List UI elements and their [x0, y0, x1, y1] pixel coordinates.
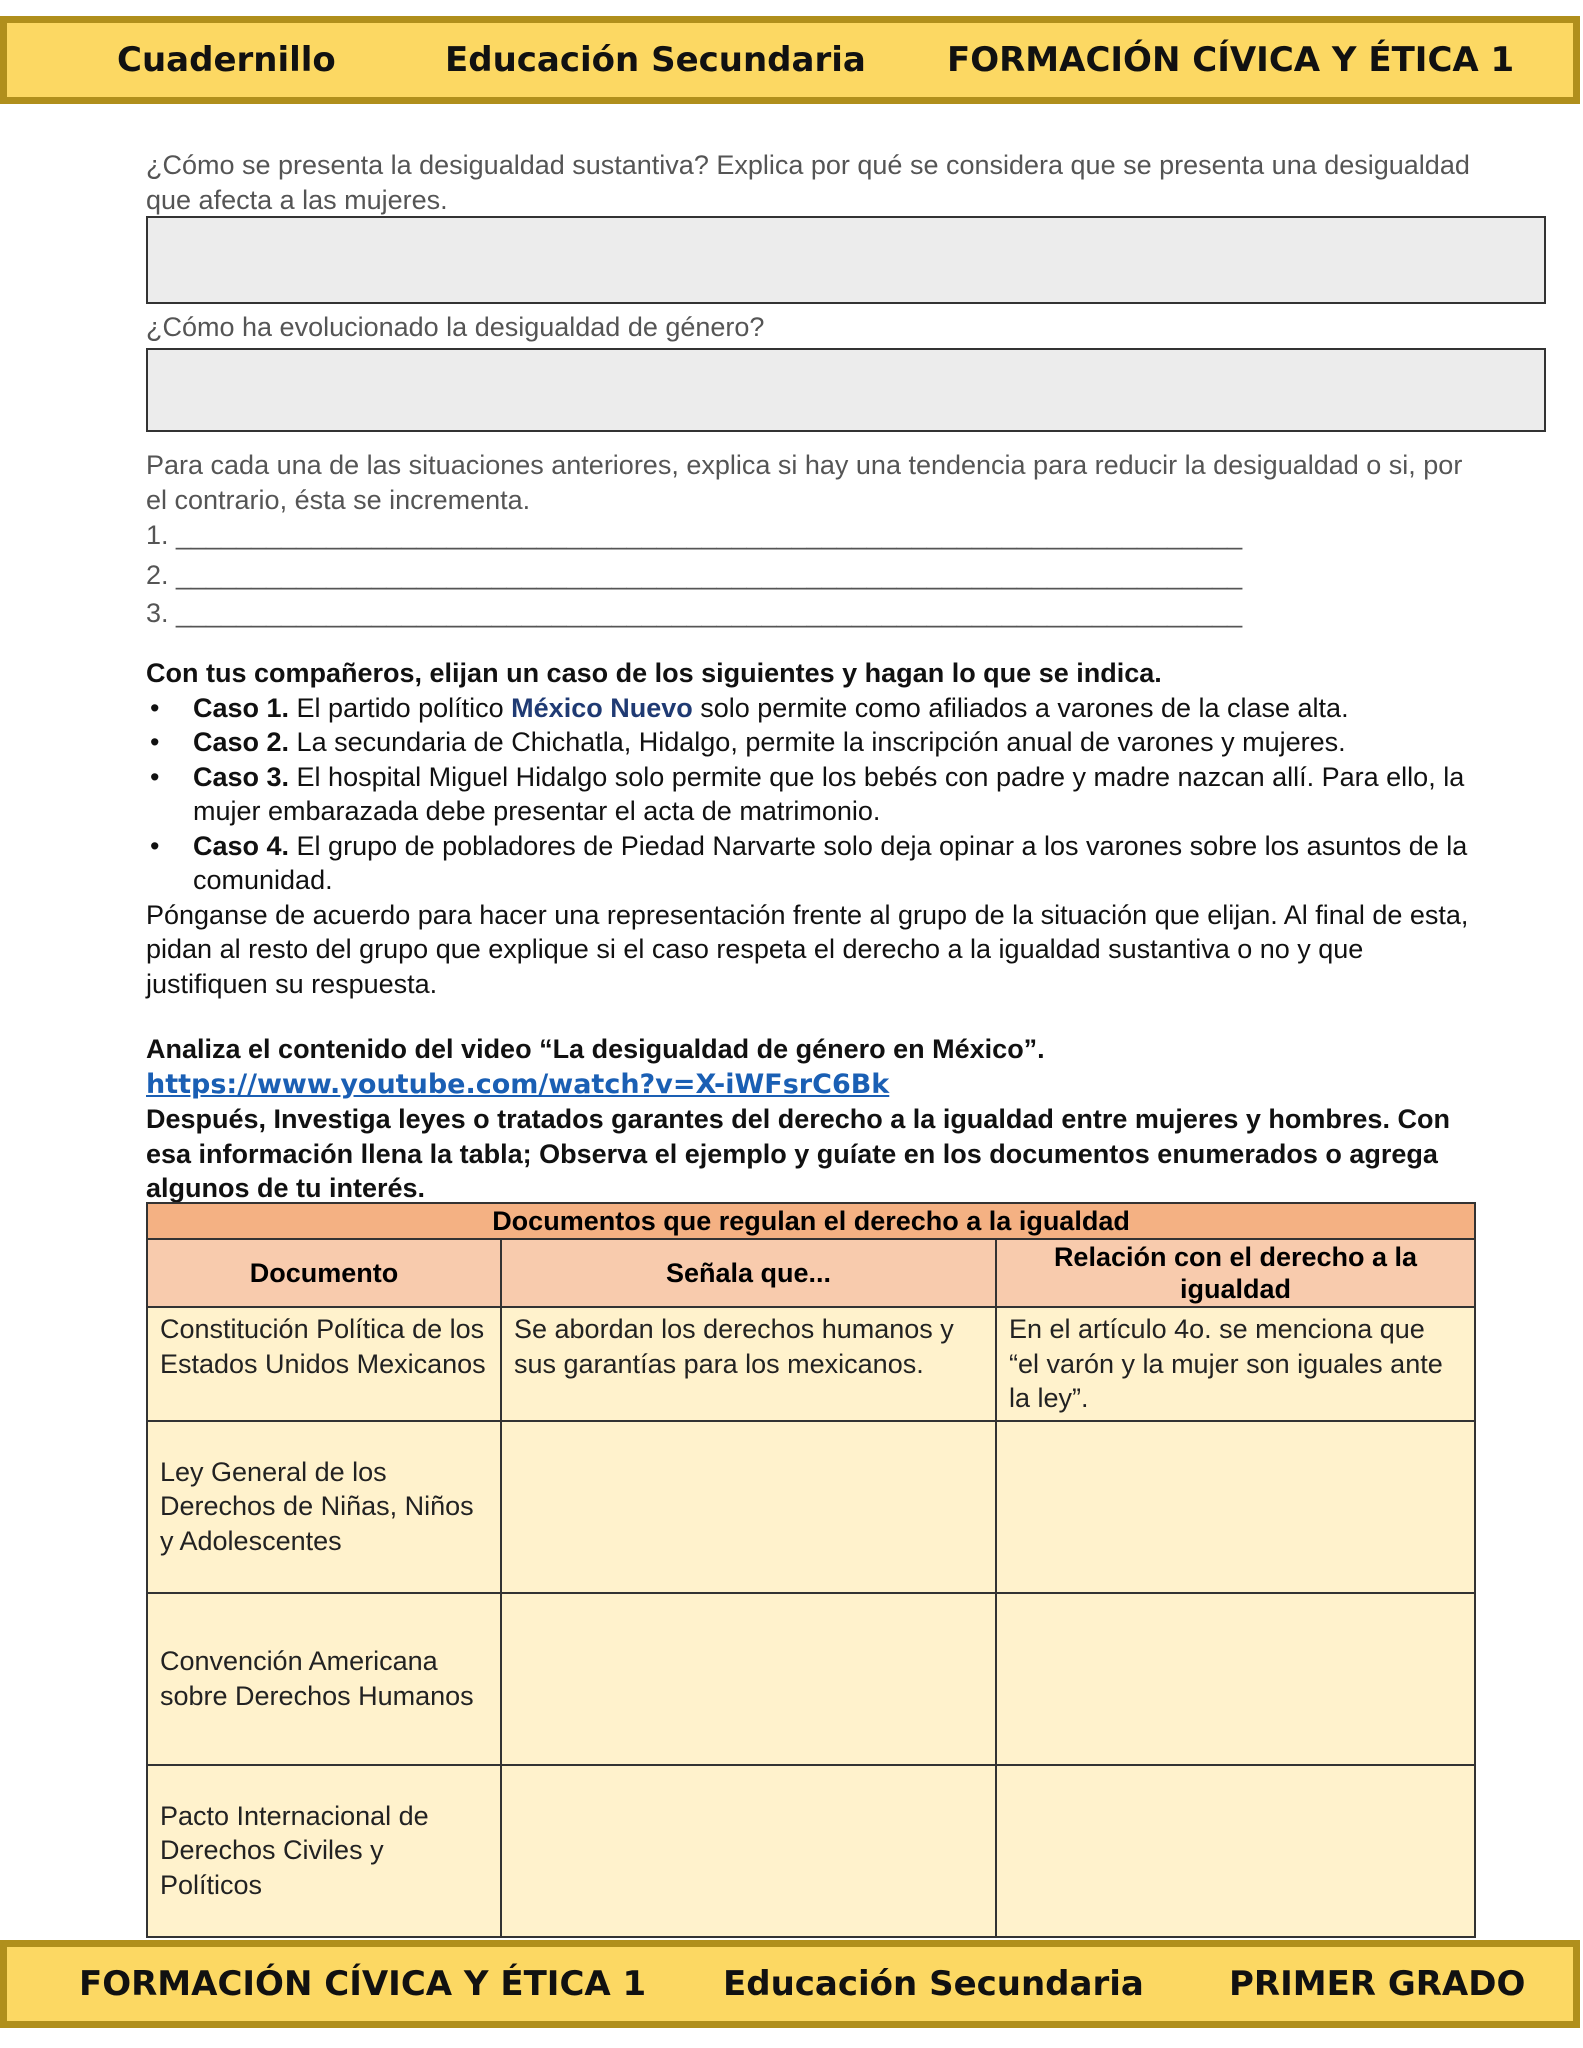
table-cell-relation[interactable]	[996, 1593, 1475, 1765]
footer-center-label: Educación Secundaria	[723, 1964, 1144, 2004]
case-1-text-post: solo permite como afiliados a varones de la clase alta.	[692, 692, 1349, 723]
case-1-label: Caso 1.	[193, 692, 290, 723]
case-item-1	[146, 691, 1476, 726]
video-instruction: Analiza el contenido del video “La desigualdad de género en México”.	[146, 1034, 1045, 1064]
case-1-highlight: México Nuevo	[511, 692, 693, 723]
footer-right-label: PRIMER GRADO	[1229, 1964, 1526, 2004]
table-row	[147, 1765, 1475, 1937]
question-2: ¿Cómo ha evolucionado la desigualdad de género?	[146, 312, 765, 342]
answer-box-1[interactable]	[146, 216, 1546, 304]
table-cell-document: Constitución Política de los Estados Unidos Mexicanos	[147, 1307, 501, 1421]
video-section	[146, 1032, 1476, 1206]
case-item-2	[146, 725, 1476, 760]
table-row	[147, 1593, 1475, 1765]
table-cell-states: Se abordan los derechos humanos y sus garantías para los mexicanos.	[501, 1307, 996, 1421]
documents-table	[146, 1202, 1476, 1938]
header-center-label: Educación Secundaria	[445, 40, 866, 80]
table-cell-states[interactable]	[501, 1765, 996, 1937]
table-row	[147, 1421, 1475, 1593]
footer-banner	[0, 1940, 1580, 2028]
question-3: Para cada una de las situaciones anteriores, explica si hay una tendencia para reducir la desigualdad o si, por el contrario, ésta se incrementa.	[146, 450, 1463, 515]
case-2-label: Caso 2.	[193, 727, 290, 757]
column-header-document: Documento	[147, 1239, 501, 1307]
table-cell-states[interactable]	[501, 1593, 996, 1765]
footer-left-label: FORMACIÓN CÍVICA Y ÉTICA 1	[79, 1964, 647, 2004]
header-left-label: Cuadernillo	[117, 40, 336, 80]
video-link[interactable]: https://www.youtube.com/watch?v=X-iWFsrC6Bk	[146, 1068, 890, 1100]
case-1-text-pre: El partido político	[289, 692, 512, 723]
table-cell-relation[interactable]	[996, 1421, 1475, 1593]
answer-line-2[interactable]: 2. _______________________________________________________________________	[146, 560, 1243, 590]
case-list	[146, 691, 1476, 898]
table-cell-states[interactable]	[501, 1421, 996, 1593]
table-cell-relation: En el artículo 4o. se menciona que “el varón y la mujer son iguales ante la ley”.	[996, 1307, 1475, 1421]
case-3-text: El hospital Miguel Hidalgo solo permite que los bebés con padre y madre nazcan allí. Para ello, la mujer embarazada debe presentar el acta de matrimonio.	[193, 761, 1465, 826]
case-item-3	[146, 760, 1476, 829]
table-cell-relation[interactable]	[996, 1765, 1475, 1937]
column-header-relation: Relación con el derecho a la igualdad	[996, 1239, 1475, 1307]
answer-box-2[interactable]	[146, 348, 1546, 432]
column-header-states: Señala que...	[501, 1239, 996, 1307]
case-4-text: El grupo de pobladores de Piedad Narvarte solo deja opinar a los varones sobre los asuntos de la comunidad.	[193, 830, 1468, 895]
case-4-label: Caso 4.	[193, 830, 290, 861]
case-2-text: La secundaria de Chichatla, Hidalgo, permite la inscripción anual de varones y mujeres.	[289, 727, 1346, 757]
table-cell-document: Convención Americana sobre Derechos Humanos	[147, 1593, 501, 1765]
table-cell-document: Pacto Internacional de Derechos Civiles y Políticos	[147, 1765, 501, 1937]
table-title: Documentos que regulan el derecho a la igualdad	[147, 1203, 1475, 1239]
case-3-label: Caso 3.	[193, 761, 290, 792]
question-1: ¿Cómo se presenta la desigualdad sustantiva? Explica por qué se considera que se presenta una desigualdad que afecta a las mujeres.	[146, 150, 1470, 215]
table-cell-document: Ley General de los Derechos de Niñas, Niños y Adolescentes	[147, 1421, 501, 1593]
activity-closing: Pónganse de acuerdo para hacer una representación frente al grupo de la situación que elijan. Al final de esta, pidan al resto del grupo que explique si el caso respeta el derecho a la igualdad sustantiva o no y que justifiquen su respuesta.	[146, 899, 1469, 999]
case-item-4	[146, 829, 1476, 898]
activity-intro: Con tus compañeros, elijan un caso de los siguientes y hagan lo que se indica.	[146, 658, 1162, 688]
research-instruction: Después, Investiga leyes o tratados garantes del derecho a la igualdad entre mujeres y hombres. Con esa información llena la tabla; Observa el ejemplo y guíate en los documentos enumerados o agrega algunos de tu interés.	[146, 1104, 1450, 1203]
activity-section	[146, 656, 1476, 1001]
answer-line-1[interactable]: 1. _______________________________________________________________________	[146, 520, 1243, 550]
table-row	[147, 1307, 1475, 1421]
answer-line-3[interactable]: 3. _______________________________________________________________________	[146, 598, 1243, 628]
header-banner	[0, 16, 1580, 104]
header-right-label: FORMACIÓN CÍVICA Y ÉTICA 1	[947, 40, 1515, 80]
